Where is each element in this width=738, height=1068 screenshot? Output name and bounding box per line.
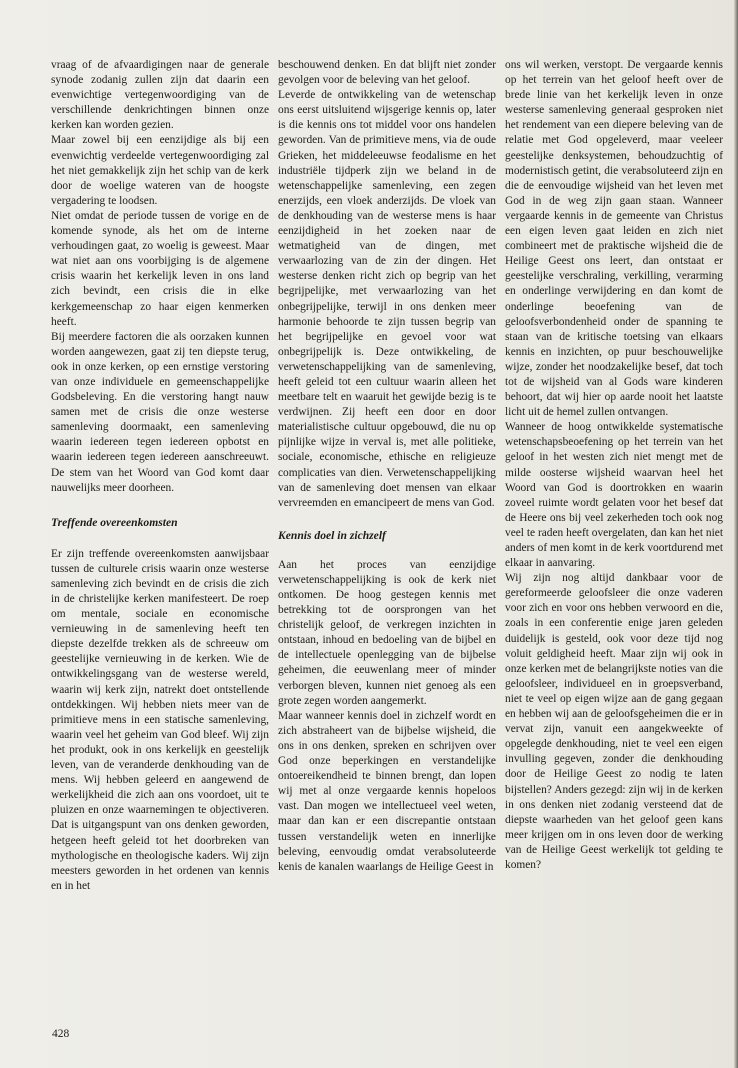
- section-heading: Kennis doel in zichzelf: [278, 528, 386, 542]
- text-column-1: [51, 58, 269, 894]
- paragraph: Maar wanneer kennis doel in zichzelf wordt en zich abstraheert van de bijbelse wijsheid, die ons in ons denken, spreken en schrijven over God onze beperkingen en verstandelijke ontoereikendheid te binnen brengt, dan lopen wij met al onze vergaarde kennis hopeloos vast. Dan mogen we intellectueel veel weten, maar dan kan er een discrepantie ontstaan tussen verstandelijk weten en innerlijke beleving, eenvoudig omdat verabsoluteerde kenis de kanalen waarlangs de Heilige Geest in: [278, 709, 496, 873]
- paragraph: vraag of de afvaardigingen naar de generale synode zodanig zullen zijn dat daarin een evenwichtige vertegenwoordiging van de verschillende denkrichtingen binnen onze kerken kan worden gezien.: [51, 59, 269, 132]
- paragraph: Bij meerdere factoren die als oorzaken kunnen worden aangewezen, gaat zij ten diepste terug, ook in onze kerken, op een ernstige verstoring van onze individuele en gemeenschappelijke Godsbeleving. En die verstoring hangt nauw samen met de crisis die onze westerse samenleving doormaakt, een samenleving waarin iedereen tegen iedereen opbotst en waarin iedereen tegen iedereen aanschreeuwt. De stem van het Woord van God komt daar nauwelijks meer doorheen.: [51, 330, 269, 494]
- paragraph: Wij zijn nog altijd dankbaar voor de gereformeerde geloofsleer die onze vaderen voor zich en voor ons hebben verwoord en die, zoals in een conferentie enige jaren geleden duidelijk is gesteld, ook voor deze tijd nog voluit geldigheid heeft. Maar zijn wij ook in onze kerken met de belangrijkste noties van die geloofsleer, individueel en in groepsverband, niet te veel op eigen wijze aan de gang gegaan en hebben wij aan de geloofsgeheimen die er in vervat zijn, vanuit een aangekweekte of opgelegde denkhouding, niet te veel een eigen invulling gegeven, zonder die denkhouding door de Heilige Geest zo nodig te laten bijstellen? Anders gezegd: zijn wij in de kerken in ons denken niet zodanig versteend dat de diepste waarheden van het geloof geen kans meer krijgen om in ons leven door de werking van de Heilige Geest werkelijk tot gelding te komen?: [505, 572, 723, 871]
- paragraph: Niet omdat de periode tussen de vorige en de komende synode, als het om de interne verhoudingen gaat, zo woelig is geweest. Maar wat niet aan ons voorbijging is de algemene crisis waarin het kerkelijk leven in ons land zich bevindt, een crisis die in elke kerkgemeenschap zo haar eigen kenmerken heeft.: [51, 209, 269, 328]
- text-column-3: [505, 58, 723, 873]
- text-column-2: [278, 58, 496, 875]
- paragraph: Maar zowel bij een eenzijdige als bij een evenwichtig verdeelde vertegenwoordiging zal het niet gemakkelijk zijn het schip van de kerk door de woelige wateren van de hoogste vergadering te loodsen.: [51, 134, 269, 207]
- section-heading: Treffende overeenkomsten: [51, 515, 178, 529]
- paragraph: ons wil werken, verstopt. De vergaarde kennis op het terrein van het geloof heeft over de brede linie van het kerkelijk leven in onze westerse samenleving generaal gesproken niet het rendement van een diepere beleving van de relatie met God opgeleverd, maar veeleer geestelijke denksystemen, behoudzuchtig of modernistisch getint, die verabsoluteerd zijn en die de eenvoudige wijsheid van het leven met God in de weg zijn gaan staan. Wanneer vergaarde kennis in de gemeente van Christus een eigen leven gaat leiden en zich niet combineert met de praktische wijsheid die de Heilige Geest ons leert, dan ontstaat er geestelijke verschraling, verkilling, verarming en onderlinge verwijdering en dan komt de onderlinge beoefening van de geloofsverbondenheid onder de spanning te staan van de kritische toetsing van elkaars kennis en inzichten, op puur beschouwelijke wijze, zonder het noodzakelijke besef, dat toch tot de wijsheid van al Gods ware kinderen behoort, dat wij hier op aarde nooit het laatste licht uit de hemel zullen ontvangen.: [505, 59, 723, 419]
- paragraph: Er zijn treffende overeenkomsten aanwijsbaar tussen de culturele crisis waarin onze westerse samenleving zich bevindt en de crisis die zich in de christelijke kerken manifesteert. De roep om mentale, sociale en economische vernieuwing in de samenleving heeft ten diepste dezelfde trekken als de schreeuw om geestelijke vernieuwing in de kerken. Wie de ontwikkelingsgang van de westerse wereld, waarin wij kerk zijn, natrekt doet ontstellende ontdekkingen. Wij hebben niets meer van de primitieve mens in een statische samenleving, waarin veel het geheim van God bleef. Wij zijn het produkt, ook in ons kerkelijk en geestelijk leven, van de veranderde denkhouding van de mens. Wij hebben geleerd en aangewend de werkelijkheid die zich aan ons voordoet, uit te pluizen en onze waarnemingen te objectiveren. Dat is uitgangspunt van ons denken geworden, hetgeen heeft geleid tot het doorbreken van mythologische en theologische kaders. Wij zijn meesters geworden in het ordenen van kennis en in het: [51, 547, 269, 892]
- page-edge-shadow: [734, 0, 738, 1068]
- paragraph: Wanneer de hoog ontwikkelde systematische wetenschapsbeoefening op het terrein van het geloof in het westen zich niet mengt met de milde oosterse wijsheid waarvan heel het Woord van God is doortrokken en waarin zoveel ruimte wordt gelaten voor het besef dat de Heere ons bij veel zekerheden toch ook nog veel te raden heeft overgelaten, dan kan het niet anders of men komt in de kerk voortdurend met elkaar in aanvaring.: [505, 421, 723, 570]
- paragraph: Aan het proces van eenzijdige verwetenschappelijking is ook de kerk niet ontkomen. De hoog gestegen kennis met betrekking tot de oorsprongen van het christelijk geloof, de verkregen inzichten in ontstaan, inhoud en bedoeling van de bijbel en de intellectuele openlegging van de bijbelse geheimen, die eeuwenlang meer of minder verborgen bleven, kunnen niet genoeg als een grote zegen worden aangemerkt.: [278, 558, 496, 707]
- paragraph: Leverde de ontwikkeling van de wetenschap ons eerst uitsluitend wijsgerige kennis op, later is die kennis ons tot middel voor ons handelen geworden. Van de primitieve mens, via de oude Grieken, het middeleeuwse feodalisme en het industriële tijdperk zijn we beland in de wetenschappelijke samenleving, een zegen enerzijds, een vloek anderzijds. De vloek van de denkhouding van de westerse mens is haar eenzijdigheid in het zoeken naar de wetmatigheid van de dingen, met verwaarlozing van de zin der dingen. Het westerse denken richt zich op begrip van het begrijpelijke, met verwaarlozing van het onbegrijpelijke, terwijl in ons denken meer harmonie behoorde te zijn tussen begrip van het begrijpelijke en gevoel voor wat onbegrijpelijk is. Deze ontwikkeling, de verwetenschappelijking van de samenleving, heeft geleid tot een cultuur waarin alleen het meetbare telt en waaruit het gewijde bezig is te verdwijnen. Zij heeft een door en door materialistische cultuur opgebouwd, die nu op pijnlijke wijze in verval is, met alle politieke, sociale, economische, ethische en religieuze complicaties van dien. Verwetenschappelijking van de samenleving doet mensen van elkaar vervreemden en emancipeert de mens van God.: [278, 89, 496, 509]
- paragraph: beschouwend denken. En dat blijft niet zonder gevolgen voor de beleving van het geloof.: [278, 59, 496, 87]
- page-number: 428: [52, 1028, 70, 1040]
